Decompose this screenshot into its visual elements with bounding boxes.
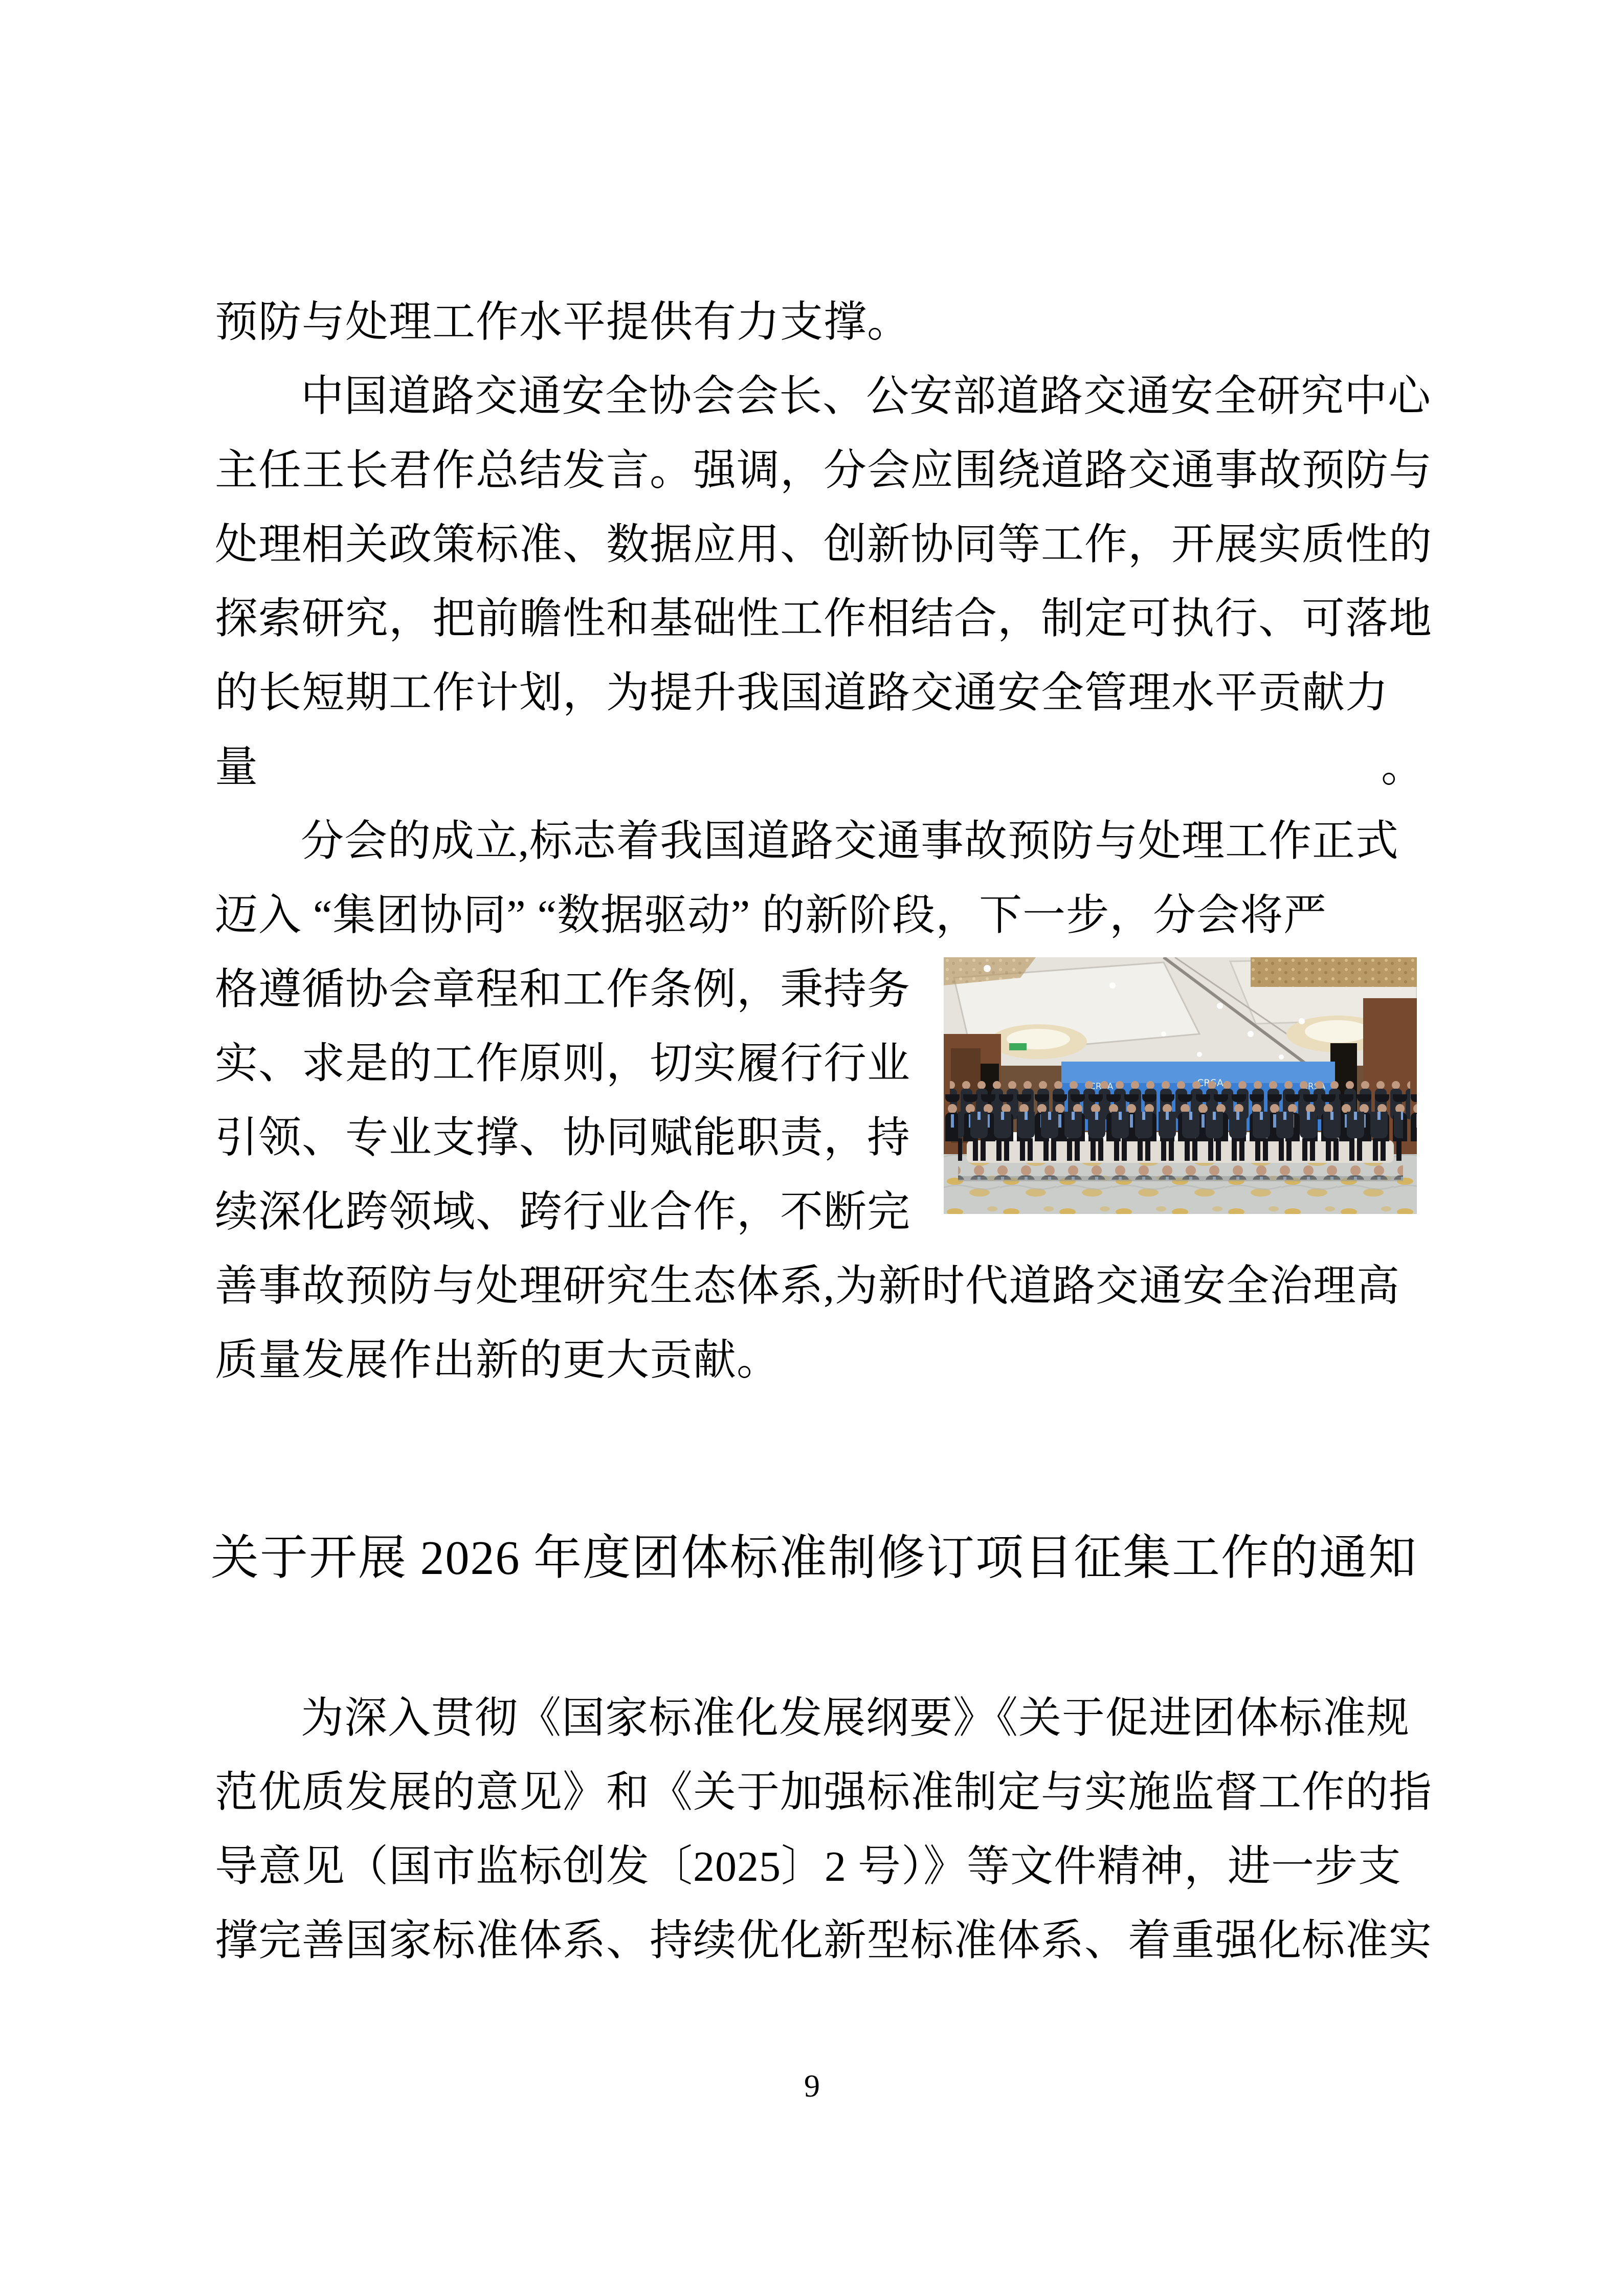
line-end-period: 。 [1381, 744, 1425, 791]
body-line: 主任王长君作总结发言。强调，分会应围绕道路交通事故预防与 [215, 447, 1433, 494]
body-line: 探索研究，把前瞻性和基础性工作相结合，制定可执行、可落地 [215, 595, 1433, 643]
page-number: 9 [804, 2069, 820, 2104]
body-line: 的长短期工作计划，为提升我国道路交通安全管理水平贡献力 [215, 669, 1389, 717]
exit-sign [1009, 1043, 1027, 1050]
body-line: 质量发展作出新的更大贡献。 [215, 1337, 781, 1384]
conference-photo-illustration [944, 957, 1417, 1214]
crowd-shadow [958, 1176, 1403, 1181]
body-line: 善事故预防与处理研究生态体系,为新时代道路交通安全治理高 [215, 1263, 1400, 1310]
crowd-front-seated-row [958, 1112, 1403, 1180]
body-line: 导意见（国市监标创发〔2025〕2 号）》等文件精神，进一步支 [215, 1843, 1402, 1890]
body-line: 为深入贯彻《国家标准化发展纲要》《关于促进团体标准规 [301, 1695, 1410, 1742]
body-line: 实、求是的工作原则，切实履行行业 [215, 1040, 911, 1088]
gold-cove-right [1251, 957, 1417, 987]
body-line: 预防与处理工作水平提供有力支撑。 [215, 299, 911, 346]
body-line: 范优质发展的意见》和《关于加强标准制定与实施监督工作的指 [215, 1769, 1433, 1816]
body-line: 量 [215, 744, 259, 791]
chandelier-right [1305, 1020, 1370, 1043]
body-line: 引领、专业支撑、协同赋能职责，持 [215, 1114, 911, 1162]
body-line: 迈入 “集团协同” “数据驱动” 的新阶段，下一步，分会将严 [215, 892, 1327, 939]
conference-photo [944, 957, 1417, 1214]
notice-heading: 关于开展 2026 年度团体标准制修订项目征集工作的通知 [211, 1532, 1418, 1585]
body-line: 分会的成立,标志着我国道路交通事故预防与处理工作正式 [301, 818, 1399, 865]
body-line: 续深化跨领域、跨行业合作，不断完 [215, 1188, 911, 1236]
body-line: 格遵循协会章程和工作条例，秉持务 [215, 966, 911, 1014]
body-line: 处理相关政策标准、数据应用、创新协同等工作，开展实质性的 [215, 521, 1433, 569]
body-line: 中国道路交通安全协会会长、公安部道路交通安全研究中心 [301, 373, 1432, 420]
body-line: 撑完善国家标准体系、持续优化新型标准体系、着重强化标准实 [215, 1917, 1433, 1965]
